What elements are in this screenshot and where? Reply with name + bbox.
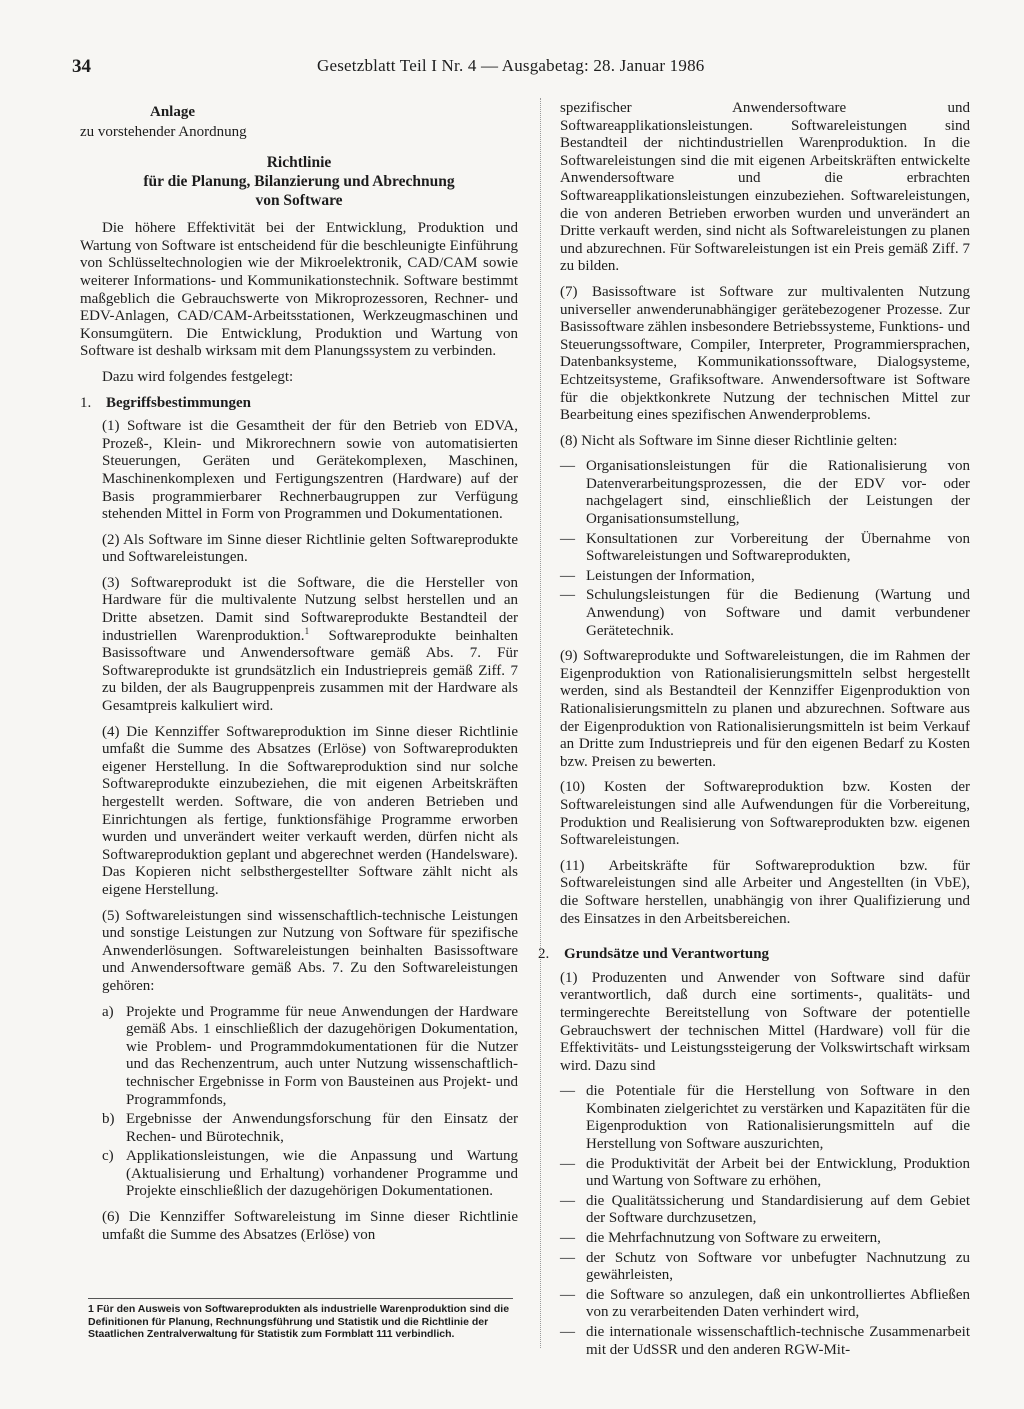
paragraph-1-9: (9) Softwareprodukte und Softwareleistungen, die im Rahmen der Eigenproduktion von Rationalisierungsmitteln selbst hergestellt werden, sind als Bestandteil der Kennziffer Eigenproduktion von Rationalisierungsmitteln zu planen und abzurechnen. Software aus der Eigenproduktion von Rationalisierungsmitteln ist beim Verkauf an Dritte zum Industriepreis und für den eigenen Bedarf zu Kosten bzw. Preisen zu bewerten. — [560, 648, 970, 770]
paragraph-1-3-part-b: Softwareprodukte beinhalten Basissoftware und Anwendersoftware gemäß Abs. 7. Für Softwareprodukte ist grundsätzlich ein Industriepreis gemäß Ziff. 7 zu bilden, der als Baugruppenpreis zusammen mit der Hardware als Gesamtpreis kalkuliert wird. — [102, 627, 518, 715]
list-item: — die Mehrfachnutzung von Software zu erweitern, — [560, 1230, 881, 1247]
section-2-number: 2. — [538, 946, 550, 963]
page-number: 34 — [72, 56, 91, 77]
anlage-label: Anlage — [150, 104, 195, 120]
document-title — [80, 153, 518, 210]
list-item: — Organisationsleistungen für die Rationalisierung von Datenverarbeitungsprozessen, die der EDV vor- oder nachgelagert sind, einschließlich der Leistungen der Organisationsumstellung, — [560, 458, 970, 528]
list-item: b) Ergebnisse der Anwendungsforschung für den Einsatz der Rechen- und Bürotechnik, — [102, 1111, 518, 1145]
title-line-1: Richtlinie — [266, 154, 332, 172]
paragraph-1-7: (7) Basissoftware ist Software zur multivalenten Nutzung universeller anwenderunabhängiger gerätebezogener Prozesse. Zur Basissoftware zählen insbesondere Betriebssysteme, Funktions- und Steuerungssoftware, Compiler, Interpreter, Programmiersprachen, Datenbanksysteme, Kommunikationssoftware, Dialogsysteme, Echtzeitsysteme, Grafiksoftware. Anwendersoftware ist Software für die objektkonkrete Nutzung der technischen Mittel zur Bearbeitung eines spezifischen Anwenderproblems. — [560, 283, 970, 424]
paragraph-1-4: (4) Die Kennziffer Softwareproduktion im Sinne dieser Richtlinie umfaßt die Summe des Absatzes (Erlöse) von Softwareprodukten eigener Herstellung. In die Softwareproduktion sind nur solche Softwareprodukte einzubeziehen, die mit eigenen Arbeitskräften hergestellt werden. Software, die von anderen Betrieben und Einrichtungen als fertige, funktionsfähige Programme erworben wurden und unverändert weiter verkauft werden, dürfen nicht als Softwareproduktion geplant und abgerechnet werden (Handelsware). Das Kopieren nicht selbsthergestellter Software zählt nicht als eigene Herstellung. — [102, 723, 518, 898]
right-column — [538, 100, 970, 1367]
list-item: — die Produktivität der Arbeit bei der Entwicklung, Produktion und Wartung von Software zu erhöhen, — [560, 1155, 970, 1190]
list-item: — die Software so anzulegen, daß ein unkontrolliertes Abfließen von zu verarbeitenden Daten verhindert wird, — [560, 1286, 970, 1321]
left-column — [80, 100, 518, 1252]
dazu-paragraph: Dazu wird folgendes festgelegt: — [102, 368, 294, 385]
section-1-heading — [80, 395, 518, 413]
section-2-heading — [538, 946, 970, 964]
list-item: — Konsultationen zur Vorbereitung der Übernahme von Softwareleistungen und Softwareprodukten, — [560, 530, 970, 565]
title-line-2: für die Planung, Bilanzierung und Abrechnung — [143, 173, 455, 191]
list-item: — die Potentiale für die Herstellung von Software in den Kombinaten zielgerichtet zu verstärken und Kapazitäten für die Eigenproduktion von Rationalisierungsmitteln auf die Herstellung von Software auszurichten, — [560, 1083, 970, 1153]
column-divider — [540, 98, 541, 1348]
section-1-title: Begriffsbestimmungen — [106, 394, 251, 411]
paragraph-1-6-continued: spezifischer Anwendersoftware und Softwareapplikationsleistungen. Softwareleistungen sind Bestandteil der nichtindustriellen Warenproduktion. In die Softwareleistungen sind die mit eigenen Arbeitskräften entwickelte Anwendersoftware und die erbrachten Softwareapplikationsleistungen einzubeziehen. Softwareleistungen, die von anderen Betrieben erworben wurden und unverändert an Dritte verkauft werden, sind nicht als Softwareleistungen zu planen und abzurechnen. Für Softwareleistungen ist ein Preis gemäß Ziff. 7 zu bilden. — [560, 100, 970, 275]
list-item: — der Schutz von Software vor unbefugter Nachnutzung zu gewährleisten, — [560, 1249, 970, 1284]
paragraph-2-1: (1) Produzenten und Anwender von Software sind dafür verantwortlich, daß durch eine sortiments-, qualitäts- und termingerechte Bereitstellung von Software der potentielle Gebrauchswert der technischen Mittel (Hardware) voll für die Effektivitäts- und Leistungssteigerung der Volkswirtschaft wirksam wird. Dazu sind — [560, 969, 970, 1074]
page-header — [72, 56, 972, 82]
list-item: — die internationale wissenschaftlich-technische Zusammenarbeit mit der UdSSR und den anderen RGW-Mit- — [560, 1324, 970, 1358]
paragraph-2-1-list — [560, 1083, 970, 1359]
running-head: Gesetzblatt Teil I Nr. 4 — Ausgabetag: 28. Januar 1986 — [317, 56, 705, 75]
paragraph-1-8: (8) Nicht als Software im Sinne dieser Richtlinie gelten: — [560, 432, 898, 449]
list-item: — Leistungen der Information, — [560, 567, 755, 584]
paragraph-1-5: (5) Softwareleistungen sind wissenschaftlich-technische Leistungen und sonstige Leistungen zur Nutzung von Software für spezifische Anwenderlösungen. Softwareleistungen beinhalten Basissoftware und Anwendersoftware gemäß Abs. 7. Zu den Softwareleistungen gehören: — [102, 907, 518, 994]
paragraph-1-3-part-a: (3) Softwareprodukt ist die Software, die die Hersteller von Hardware für die multivalente Nutzung selbst herstellen und an Dritte absetzen. Damit sind Softwareprodukte Bestandteil der industriellen Warenproduktion. — [102, 574, 518, 644]
paragraph-1-11: (11) Arbeitskräfte für Softwareproduktion bzw. für Softwareleistungen sind alle Arbeiter und Angestellten (in VbE), die Software herstellen, unabhängig von ihrer Qualifizierung und des Einsatzes in den Arbeitsbereichen. — [560, 857, 970, 927]
anlage-subtitle: zu vorstehender Anordnung — [80, 123, 247, 140]
footnote-number: 1 — [88, 1303, 94, 1315]
list-item: — die Qualitätssicherung und Standardisierung auf dem Gebiet der Software durchzusetzen, — [560, 1192, 970, 1227]
list-item: a) Projekte und Programme für neue Anwendungen der Hardware gemäß Abs. 1 einschließlich der dazugehörigen Dokumentation, wie Problem- und Programmdokumentationen für die Nutzer und das Rechenzentrum, auch unter Nutzung wissenschaftlich-technischer Ergebnisse in Form von Bausteinen aus Projekt- und Programmfonds, — [102, 1003, 518, 1108]
paragraph-1-1: (1) Software ist die Gesamtheit der für den Betrieb von EDVA, Prozeß-, Klein- und Mikrorechnern sowie von automatisierten Steuerungen, Geräten und Gerätekomplexen, Maschinen, Maschinenkomplexen und Fertigungszentren (Hardware) auf der Basis programmierbarer Rechnerbaugruppen zur Verfügung stehenden Mittel in Form von Programmen und Dokumentationen. — [102, 418, 518, 523]
list-item: c) Applikationsleistungen, wie die Anpassung und Wartung (Aktualisierung und Erhaltung) vorhandener Programme und Projekte einschließlich der dazugehörigen Dokumentationen. — [102, 1148, 518, 1200]
intro-paragraph: Die höhere Effektivität bei der Entwicklung, Produktion und Wartung von Software ist entscheidend für die beschleunigte Einführung von Schlüsseltechnologien wie der Mikroelektronik, CAD/CAM sowie weiterer Informations- und Kommunikationstechnik. Software bestimmt maßgeblich die Gebrauchswerte von Mikroprozessoren, Rechner- und EDV-Anlagen, CAD/CAM-Arbeitsstationen, Werkzeugmaschinen und Konsumgütern. Die Entwicklung, Produktion und Wartung von Software ist deshalb wirksam mit dem Planungssystem zu verbinden. — [80, 220, 518, 360]
footnote — [88, 1298, 513, 1341]
list-item: — Schulungsleistungen für die Bedienung (Wartung und Anwendung) von Software und damit verbundener Gerätetechnik. — [560, 587, 970, 639]
paragraph-1-3 — [102, 575, 518, 716]
paragraph-1-10: (10) Kosten der Softwareproduktion bzw. Kosten der Softwareleistungen sind alle Aufwendungen für die Vorbereitung, Produktion und Realisierung von Softwareprodukten bzw. eigenen Softwareleistungen. — [560, 779, 970, 849]
section-1-number: 1. — [80, 394, 92, 411]
title-line-3: von Software — [255, 192, 343, 210]
section-2-title: Grundsätze und Verantwortung — [564, 946, 770, 963]
paragraph-1-5-list — [102, 1004, 518, 1202]
paragraph-1-2: (2) Als Software im Sinne dieser Richtlinie gelten Softwareprodukte und Softwareleistungen. — [102, 531, 518, 566]
paragraph-1-8-list — [560, 458, 970, 640]
footnote-ref: 1 — [304, 625, 310, 636]
footnote-text: Für den Ausweis von Softwareprodukten als industrielle Warenproduktion sind die Definitionen für Planung, Rechnungsführung und Statistik und die Richtlinie der Staatlichen Zentralverwaltung für Statistik zum Formblatt 111 verbindlich. — [88, 1303, 510, 1340]
paragraph-1-6-start: (6) Die Kennziffer Softwareleistung im Sinne dieser Richtlinie umfaßt die Summe des Absatzes (Erlöse) von — [102, 1209, 518, 1243]
